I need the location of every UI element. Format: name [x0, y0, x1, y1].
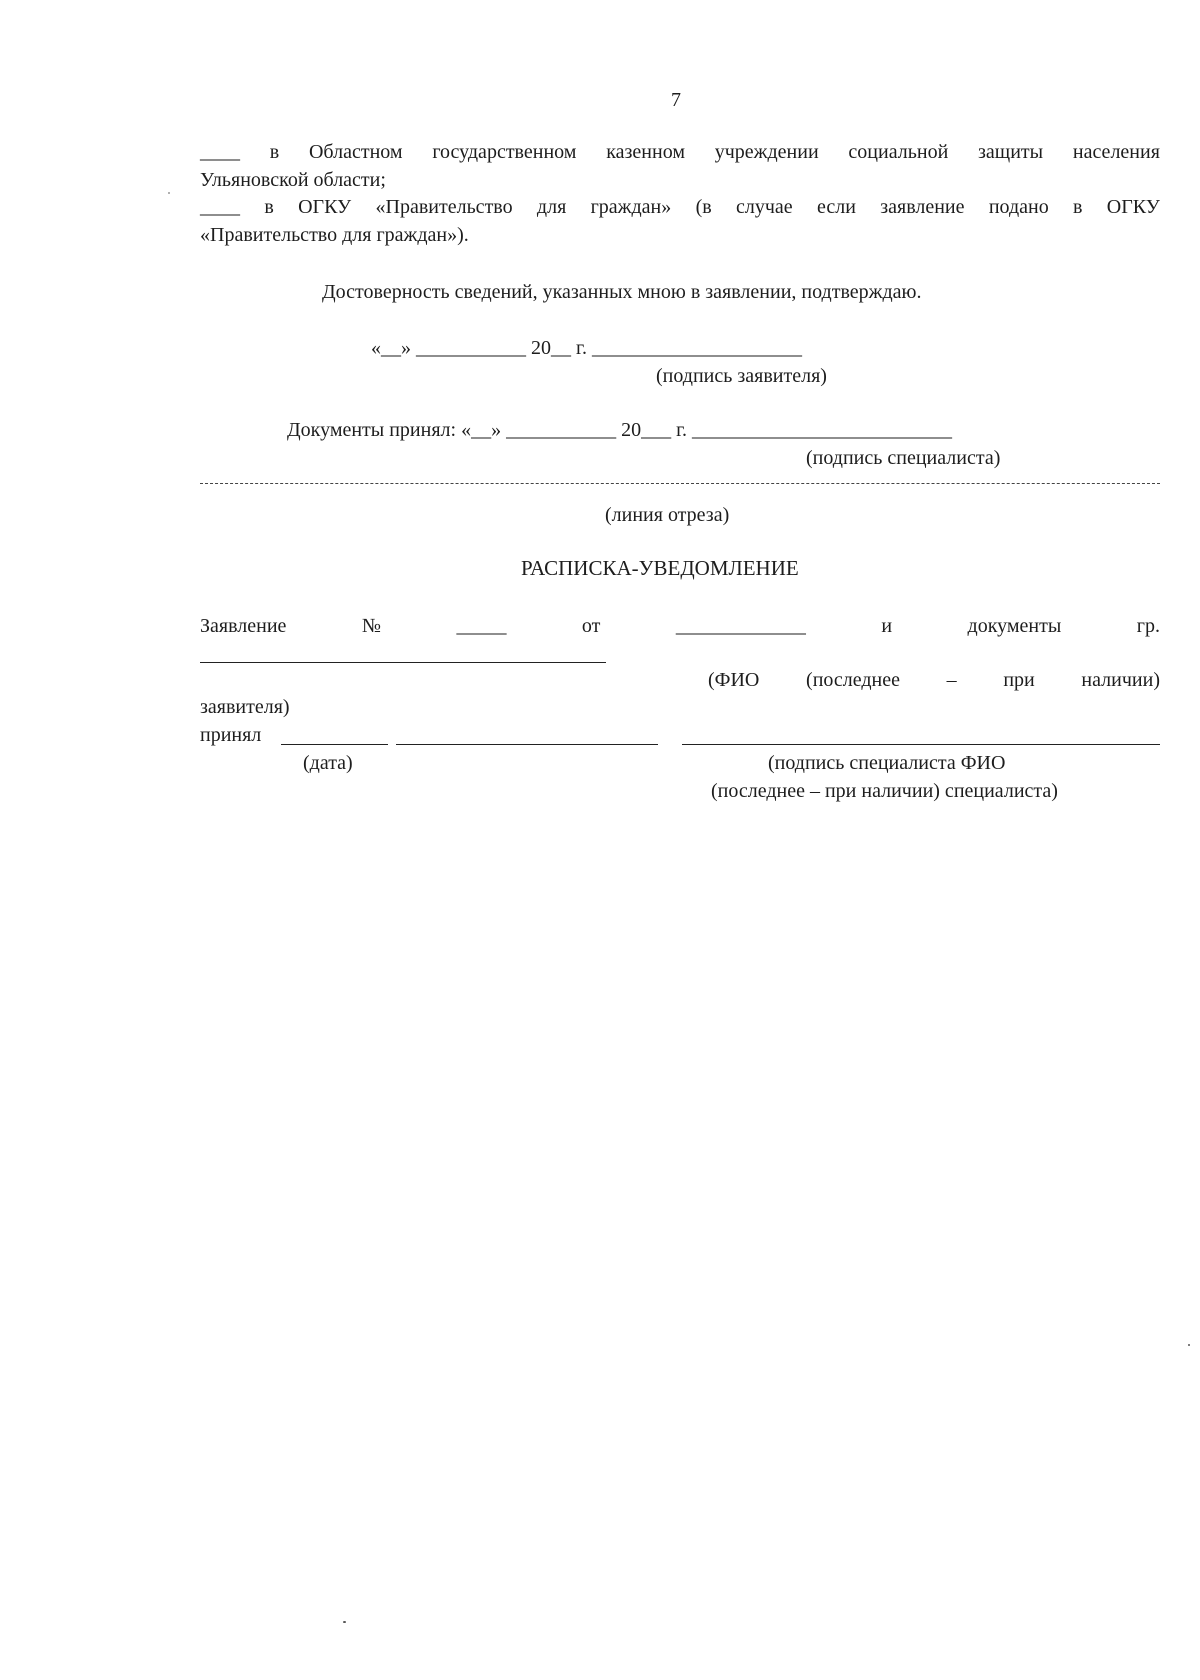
specialist-signature-underline [682, 744, 1160, 745]
field-underline [396, 744, 658, 745]
applicant-name-underline [200, 662, 606, 663]
intro-word: защиты [978, 141, 1044, 163]
intro-word: Областном [308, 141, 403, 163]
intro-word: ОГКУ [1106, 196, 1160, 218]
intro-word: ____ [200, 196, 240, 218]
receipt-row-2 [708, 670, 1160, 690]
intro-word: «Правительство [375, 196, 513, 218]
receipt-word: – [946, 669, 957, 691]
intro-word: ____ [200, 141, 240, 163]
accepted-line: Документы принял: «__» ___________ 20___ г. __________________________ [287, 419, 953, 441]
scan-speck [1188, 1344, 1190, 1346]
confirmation-text: Достоверность сведений, указанных мною в заявлении, подтверждаю. [322, 281, 922, 303]
intro-word: случае [735, 196, 793, 218]
receipt-word: документы [967, 615, 1062, 637]
intro-line-2: Ульяновской области; [200, 169, 386, 191]
receipt-word: Заявление [200, 615, 287, 637]
cut-line-caption: (линия отреза) [605, 504, 730, 526]
intro-word: граждан» [590, 196, 672, 218]
cut-line [200, 483, 1160, 484]
intro-word: в [264, 196, 274, 218]
receipt-word: наличии) [1081, 669, 1160, 691]
scan-speck [168, 192, 170, 194]
signature-caption-line-2: (последнее – при наличии) специалиста) [711, 780, 1058, 802]
receipt-word: от [581, 615, 601, 637]
intro-word: в [1073, 196, 1083, 218]
date-caption: (дата) [303, 752, 353, 774]
receipt-word: гр. [1136, 615, 1160, 637]
intro-line-1 [200, 142, 1160, 162]
accepted-label: принял [200, 724, 262, 746]
intro-word: (в [695, 196, 712, 218]
signature-caption-line-1: (подпись специалиста ФИО [768, 752, 1006, 774]
intro-line-4: «Правительство для граждан»). [200, 224, 469, 246]
receipt-word: (ФИО [708, 669, 760, 691]
intro-word: подано [988, 196, 1049, 218]
intro-word: казенном [606, 141, 685, 163]
receipt-word: при [1003, 669, 1035, 691]
receipt-word: № [361, 615, 381, 637]
receipt-title: РАСПИСКА-УВЕДОМЛЕНИЕ [521, 556, 799, 580]
receipt-word: (последнее [806, 669, 900, 691]
intro-word: если [816, 196, 856, 218]
date-underline [281, 744, 388, 745]
intro-word: для [536, 196, 567, 218]
receipt-row-1 [200, 616, 1160, 636]
intro-word: социальной [848, 141, 949, 163]
receipt-word: _____________ [675, 615, 806, 637]
intro-word: заявление [880, 196, 965, 218]
intro-word: в [269, 141, 280, 163]
intro-word: ОГКУ [298, 196, 352, 218]
receipt-word: _____ [456, 615, 507, 637]
receipt-row-3: заявителя) [200, 696, 290, 718]
scan-speck [343, 1621, 346, 1623]
intro-line-3 [200, 197, 1160, 217]
applicant-signature-caption: (подпись заявителя) [656, 365, 827, 387]
receipt-word: и [881, 615, 893, 637]
intro-word: населения [1072, 141, 1160, 163]
intro-word: учреждении [714, 141, 819, 163]
specialist-signature-caption: (подпись специалиста) [806, 447, 1001, 469]
page-number: 7 [671, 89, 681, 111]
applicant-date-line: «__» ___________ 20__ г. _____________________ [371, 337, 802, 359]
intro-word: государственном [432, 141, 577, 163]
